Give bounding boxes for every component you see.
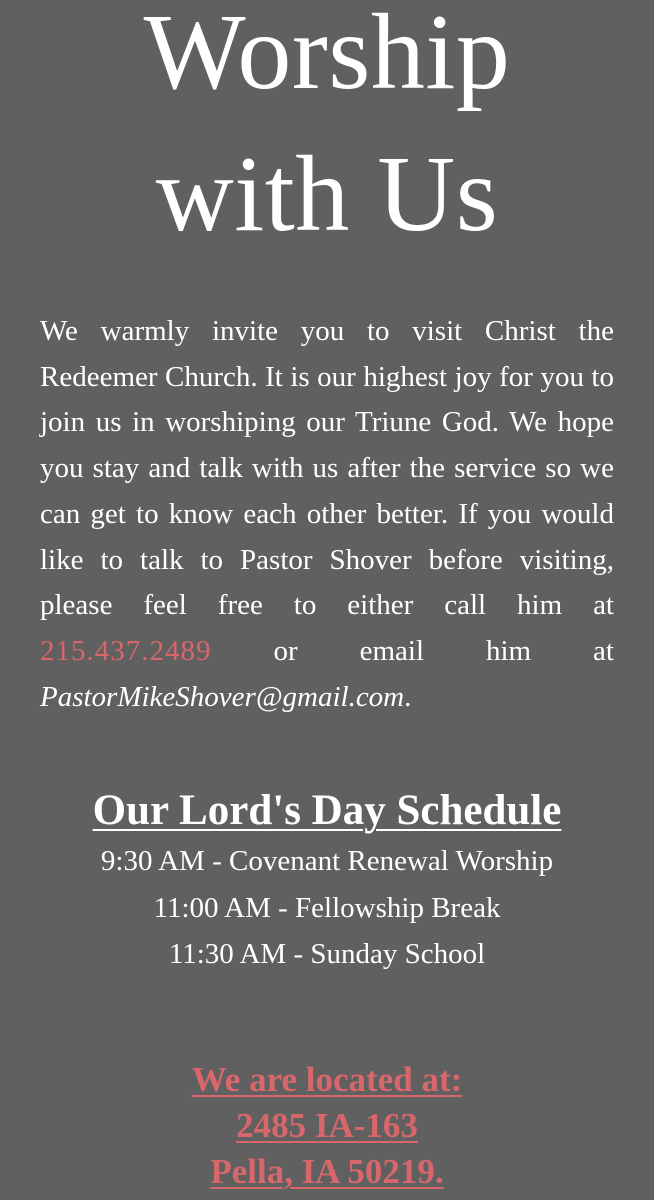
intro-text: We warmly invite you to visit Christ the Redeemer Church. It is our highest joy for you to join us in worshiping our Triune God. We hope you stay and talk with us after the service so we can get to know each other better. If you would like to talk to Pastor Shover before visiting, please feel free to either call him at	[40, 315, 614, 622]
location-street: 2485 IA-163	[236, 1106, 418, 1145]
page-title-line-2: with Us	[155, 135, 499, 254]
schedule-item: 11:30 AM - Sunday School	[168, 938, 486, 970]
schedule-list	[0, 838, 654, 978]
intro-text-end: .	[404, 680, 412, 713]
intro-text-middle: or email him at	[211, 634, 614, 667]
location-city: Pella, IA 50219.	[210, 1152, 444, 1191]
page-title	[0, 0, 654, 266]
schedule-item: 9:30 AM - Covenant Renewal Worship	[100, 845, 554, 877]
intro-paragraph	[40, 309, 614, 720]
schedule-item: 11:00 AM - Fellowship Break	[153, 891, 501, 924]
phone-link[interactable]: 215.437.2489	[40, 634, 212, 667]
email-link[interactable]: PastorMikeShover@gmail.com	[40, 680, 405, 713]
schedule-heading: Our Lord's Day Schedule	[92, 787, 562, 834]
location-link[interactable]	[0, 1057, 654, 1195]
page-title-line-1: Worship	[143, 0, 511, 112]
location-label: We are located at:	[191, 1060, 463, 1099]
